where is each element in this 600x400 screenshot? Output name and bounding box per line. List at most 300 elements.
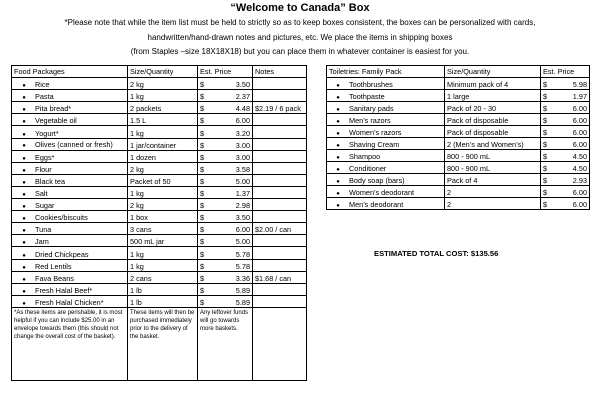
food-packages-table xyxy=(11,65,307,381)
bullet-icon: ● xyxy=(336,155,340,161)
currency-symbol: $ xyxy=(200,189,205,199)
price-value: 2.98 xyxy=(235,201,250,211)
bullet-icon: ● xyxy=(336,179,340,185)
bullet-icon: ● xyxy=(22,167,26,174)
bullet-icon: ● xyxy=(336,191,340,197)
item-name: Shaving Cream xyxy=(349,140,400,149)
item-name: Pasta xyxy=(35,92,54,102)
size-cell: 1 kg xyxy=(128,247,198,259)
table-row xyxy=(327,138,590,150)
price-cell xyxy=(541,150,590,162)
size-cell: 3 cans xyxy=(128,223,198,235)
currency-symbol: $ xyxy=(200,261,205,271)
bullet-icon: ● xyxy=(336,143,340,149)
currency-symbol: $ xyxy=(200,164,205,174)
bullet-icon: ● xyxy=(22,179,26,186)
estimated-total xyxy=(374,249,498,258)
size-cell: 1 kg xyxy=(128,90,198,102)
size-cell: 1 lb xyxy=(128,283,198,295)
price-cell xyxy=(198,223,253,235)
bullet-icon: ● xyxy=(336,83,340,89)
size-cell: 1.5 L xyxy=(128,114,198,126)
notes-cell xyxy=(253,174,307,186)
price-value: 6.00 xyxy=(572,128,587,137)
table-row xyxy=(12,271,307,283)
item-name: Toothpaste xyxy=(349,92,385,101)
bullet-icon: ● xyxy=(22,288,26,295)
price-wrap xyxy=(543,80,587,89)
item-name: Eggs* xyxy=(35,152,55,162)
size-cell: 1 large xyxy=(445,90,541,102)
table-row xyxy=(12,138,307,150)
price-cell xyxy=(198,150,253,162)
price-wrap xyxy=(200,129,250,138)
table-row xyxy=(12,90,307,102)
size-cell: 2 xyxy=(445,186,541,198)
price-value: 4.48 xyxy=(235,104,250,114)
bullet-icon: ● xyxy=(336,131,340,137)
currency-symbol: $ xyxy=(200,285,205,295)
item-name: Fresh Halal Beef* xyxy=(35,285,93,295)
item-name: Black tea xyxy=(35,176,66,186)
item-cell xyxy=(12,186,128,198)
item-name: Pita bread* xyxy=(35,104,72,114)
item-cell xyxy=(12,199,128,211)
item-name: Red Lentils xyxy=(35,261,72,271)
column-header: Est. Price xyxy=(198,66,253,78)
size-cell: 1 lb xyxy=(128,295,198,307)
table-row xyxy=(12,259,307,271)
notes-cell xyxy=(253,138,307,150)
notes-cell xyxy=(253,199,307,211)
item-name: Flour xyxy=(35,164,52,174)
bullet-icon: ● xyxy=(22,131,26,138)
price-cell xyxy=(198,102,253,114)
price-wrap xyxy=(543,128,587,137)
item-name: Cookies/biscuits xyxy=(35,213,88,223)
price-wrap xyxy=(200,298,250,307)
table-row xyxy=(12,150,307,162)
item-cell xyxy=(327,138,445,150)
item-cell xyxy=(12,114,128,126)
item-cell xyxy=(327,186,445,198)
price-cell xyxy=(198,199,253,211)
size-cell: 2 xyxy=(445,198,541,210)
currency-symbol: $ xyxy=(200,128,205,138)
intro-line: (from Staples –size 18X18X18) but you can place them in whatever container is easiest for you. xyxy=(130,47,470,56)
size-cell: 2 kg xyxy=(128,162,198,174)
footnote-cell xyxy=(253,307,307,380)
bullet-icon: ● xyxy=(22,95,26,102)
price-value: 5.00 xyxy=(235,176,250,186)
size-cell: 800 - 900 mL xyxy=(445,162,541,174)
price-cell xyxy=(198,247,253,259)
price-wrap xyxy=(543,152,587,161)
price-value: 6.00 xyxy=(572,116,587,125)
item-name: Sanitary pads xyxy=(349,104,394,113)
item-cell xyxy=(327,114,445,126)
table-header-row xyxy=(327,66,590,78)
price-wrap xyxy=(200,250,250,259)
table-row xyxy=(327,186,590,198)
price-cell xyxy=(198,138,253,150)
item-name: Fava Beans xyxy=(35,273,74,283)
footnote-cell: *As these items are perishable, it is most helpful if you can include $25.00 in an envelope towards them (this should not change the overall cost of the basket). xyxy=(12,307,128,380)
price-wrap xyxy=(543,92,587,101)
table-row xyxy=(12,126,307,138)
size-cell: Pack of disposable xyxy=(445,114,541,126)
table-header-row xyxy=(12,66,307,78)
bullet-icon: ● xyxy=(22,276,26,283)
item-name: Yogurt* xyxy=(35,128,59,138)
currency-symbol: $ xyxy=(543,128,548,137)
size-cell: 500 mL jar xyxy=(128,235,198,247)
price-wrap xyxy=(543,188,587,197)
item-cell xyxy=(12,259,128,271)
price-value: 3.58 xyxy=(235,164,250,174)
price-wrap xyxy=(200,225,250,234)
price-value: 6.00 xyxy=(572,200,587,209)
price-value: 6.00 xyxy=(572,104,587,113)
currency-symbol: $ xyxy=(543,104,548,113)
price-wrap xyxy=(200,213,250,222)
document-title: “Welcome to Canada” Box xyxy=(230,2,370,14)
item-cell xyxy=(12,90,128,102)
price-wrap xyxy=(200,286,250,295)
price-wrap xyxy=(543,116,587,125)
item-name: Women’s deodorant xyxy=(349,188,415,197)
item-cell xyxy=(12,162,128,174)
price-cell xyxy=(198,283,253,295)
currency-symbol: $ xyxy=(200,104,205,114)
item-cell xyxy=(12,235,128,247)
price-cell xyxy=(198,295,253,307)
bullet-icon: ● xyxy=(22,216,26,223)
price-cell xyxy=(198,90,253,102)
item-cell xyxy=(12,283,128,295)
item-name: Salt xyxy=(35,189,48,199)
footnote-row xyxy=(12,307,307,380)
size-cell: 1 box xyxy=(128,211,198,223)
price-wrap xyxy=(543,104,587,113)
table-row xyxy=(327,90,590,102)
notes-cell xyxy=(253,283,307,295)
price-value: 5.98 xyxy=(572,80,587,89)
size-cell: 2 (Men’s and Women’s) xyxy=(445,138,541,150)
price-wrap xyxy=(543,176,587,185)
table-row xyxy=(12,102,307,114)
table-row xyxy=(12,78,307,90)
price-wrap xyxy=(543,164,587,173)
size-cell: 2 kg xyxy=(128,199,198,211)
currency-symbol: $ xyxy=(200,213,205,223)
price-cell xyxy=(198,174,253,186)
price-value: 1.97 xyxy=(572,92,587,101)
price-value: 6.00 xyxy=(235,116,250,126)
currency-symbol: $ xyxy=(200,80,205,90)
price-cell xyxy=(198,78,253,90)
price-value: 3.50 xyxy=(235,213,250,223)
currency-symbol: $ xyxy=(543,152,548,161)
price-value: 5.89 xyxy=(235,297,250,307)
size-cell: 2 packets xyxy=(128,102,198,114)
price-cell xyxy=(541,138,590,150)
price-cell xyxy=(541,114,590,126)
size-cell: 2 cans xyxy=(128,271,198,283)
item-cell xyxy=(327,198,445,210)
item-name: Sugar xyxy=(35,201,55,211)
item-cell xyxy=(327,126,445,138)
table-row xyxy=(327,102,590,114)
price-cell xyxy=(198,186,253,198)
notes-cell xyxy=(253,126,307,138)
item-cell xyxy=(12,247,128,259)
column-header: Notes xyxy=(253,66,307,78)
item-cell xyxy=(327,90,445,102)
column-header: Toiletries: Family Pack xyxy=(327,66,445,78)
currency-symbol: $ xyxy=(200,176,205,186)
currency-symbol: $ xyxy=(543,176,548,185)
currency-symbol: $ xyxy=(200,249,205,259)
table-row xyxy=(12,199,307,211)
price-value: 3.00 xyxy=(235,140,250,150)
price-wrap xyxy=(200,80,250,89)
item-name: Shampoo xyxy=(349,152,381,161)
column-header: Size/Quantity xyxy=(128,66,198,78)
total-value: $135.56 xyxy=(470,249,499,258)
item-name: Body soap (bars) xyxy=(349,176,405,185)
price-cell xyxy=(541,162,590,174)
intro-line: handwritten/hand-drawn notes and pictures, etc. We place the items in shipping boxes xyxy=(147,32,453,42)
item-cell xyxy=(12,174,128,186)
notes-cell xyxy=(253,247,307,259)
price-wrap xyxy=(200,201,250,210)
notes-cell xyxy=(253,78,307,90)
bullet-icon: ● xyxy=(22,142,26,149)
price-wrap xyxy=(200,141,250,150)
notes-cell xyxy=(253,259,307,271)
price-cell xyxy=(541,126,590,138)
price-value: 5.89 xyxy=(235,285,250,295)
price-cell xyxy=(198,162,253,174)
notes-cell xyxy=(253,90,307,102)
size-cell: Pack of disposable xyxy=(445,126,541,138)
price-wrap xyxy=(543,200,587,209)
size-cell: 1 kg xyxy=(128,259,198,271)
size-cell: 1 kg xyxy=(128,126,198,138)
currency-symbol: $ xyxy=(543,92,548,101)
table-row xyxy=(327,150,590,162)
total-label: ESTIMATED TOTAL COST: xyxy=(374,249,469,258)
table-row xyxy=(327,78,590,90)
price-value: 2.37 xyxy=(235,92,250,102)
item-name: Women’s razors xyxy=(349,128,402,137)
item-cell xyxy=(327,174,445,186)
price-value: 3.00 xyxy=(235,152,250,162)
notes-cell xyxy=(253,295,307,307)
item-cell xyxy=(327,162,445,174)
table-row xyxy=(12,211,307,223)
item-name: Men’s razors xyxy=(349,116,391,125)
notes-cell xyxy=(253,186,307,198)
table-row xyxy=(12,114,307,126)
notes-cell xyxy=(253,162,307,174)
price-value: 6.00 xyxy=(235,225,250,235)
notes-cell xyxy=(253,150,307,162)
item-cell xyxy=(12,78,128,90)
footnote-cell: These items will then be purchased immediately prior to the delivery of the basket. xyxy=(128,307,198,380)
currency-symbol: $ xyxy=(543,188,548,197)
price-value: 2.93 xyxy=(572,176,587,185)
currency-symbol: $ xyxy=(200,273,205,283)
price-wrap xyxy=(200,262,250,271)
table-row xyxy=(12,235,307,247)
table-row xyxy=(12,223,307,235)
bullet-icon: ● xyxy=(336,203,340,209)
price-cell xyxy=(198,126,253,138)
currency-symbol: $ xyxy=(200,297,205,307)
item-name: Vegetable oil xyxy=(35,116,77,126)
size-cell: Pack of 20 - 30 xyxy=(445,102,541,114)
price-value: 6.00 xyxy=(572,188,587,197)
item-cell xyxy=(12,126,128,138)
price-value: 4.50 xyxy=(572,164,587,173)
price-wrap xyxy=(200,92,250,101)
bullet-icon: ● xyxy=(22,240,26,247)
item-cell xyxy=(12,150,128,162)
bullet-icon: ● xyxy=(22,264,26,271)
price-value: 3.36 xyxy=(235,273,250,283)
price-cell xyxy=(198,259,253,271)
item-cell xyxy=(327,150,445,162)
currency-symbol: $ xyxy=(543,200,548,209)
price-value: 5.78 xyxy=(235,249,250,259)
size-cell: 800 - 900 mL xyxy=(445,150,541,162)
size-cell: 1 jar/container xyxy=(128,138,198,150)
price-cell xyxy=(198,211,253,223)
size-cell: Minimum pack of 4 xyxy=(445,78,541,90)
price-value: 3.20 xyxy=(235,128,250,138)
item-cell xyxy=(12,223,128,235)
bullet-icon: ● xyxy=(336,95,340,101)
table-row xyxy=(12,247,307,259)
table-row xyxy=(12,295,307,307)
table-row xyxy=(12,186,307,198)
currency-symbol: $ xyxy=(200,152,205,162)
price-cell xyxy=(541,198,590,210)
item-name: Men’s deodorant xyxy=(349,200,404,209)
bullet-icon: ● xyxy=(336,167,340,173)
item-name: Rice xyxy=(35,80,50,90)
price-cell xyxy=(541,90,590,102)
table-row xyxy=(327,162,590,174)
price-wrap xyxy=(200,165,250,174)
table-row xyxy=(12,283,307,295)
bullet-icon: ● xyxy=(22,83,26,90)
column-header: Food Packages xyxy=(12,66,128,78)
table-row xyxy=(327,126,590,138)
table-row xyxy=(327,198,590,210)
intro-text xyxy=(22,16,578,60)
intro-line: *Please note that while the item list must be held to strictly so as to keep boxes consistent, the boxes can be personalized with cards, xyxy=(64,18,536,27)
table-row xyxy=(327,114,590,126)
currency-symbol: $ xyxy=(543,116,548,125)
bullet-icon: ● xyxy=(22,107,26,114)
currency-symbol: $ xyxy=(200,92,205,102)
column-header: Est. Price xyxy=(541,66,590,78)
price-cell xyxy=(541,102,590,114)
bullet-icon: ● xyxy=(22,252,26,259)
item-name: Conditioner xyxy=(349,164,387,173)
item-cell xyxy=(12,211,128,223)
item-cell xyxy=(12,271,128,283)
currency-symbol: $ xyxy=(200,237,205,247)
item-name: Toothbrushes xyxy=(349,80,393,89)
currency-symbol: $ xyxy=(200,201,205,211)
bullet-icon: ● xyxy=(336,119,340,125)
price-value: 1.37 xyxy=(235,189,250,199)
price-value: 4.50 xyxy=(572,152,587,161)
currency-symbol: $ xyxy=(543,140,548,149)
price-wrap xyxy=(200,153,250,162)
price-wrap xyxy=(200,274,250,283)
price-wrap xyxy=(200,189,250,198)
price-cell xyxy=(198,271,253,283)
size-cell: 2 kg xyxy=(128,78,198,90)
notes-cell xyxy=(253,114,307,126)
toiletries-table xyxy=(326,65,590,210)
currency-symbol: $ xyxy=(543,164,548,173)
notes-cell: $2.00 / can xyxy=(253,223,307,235)
bullet-icon: ● xyxy=(22,155,26,162)
item-name: Jam xyxy=(35,237,49,247)
bullet-icon: ● xyxy=(22,119,26,126)
footnote-cell: Any leftover funds will go towards more baskets. xyxy=(198,307,253,380)
price-value: 3.50 xyxy=(235,80,250,90)
size-cell: Pack of 4 xyxy=(445,174,541,186)
item-name: Olives (canned or fresh) xyxy=(35,139,113,149)
price-wrap xyxy=(200,177,250,186)
item-cell xyxy=(327,102,445,114)
price-cell xyxy=(541,78,590,90)
currency-symbol: $ xyxy=(200,140,205,150)
price-wrap xyxy=(200,104,250,113)
notes-cell xyxy=(253,235,307,247)
price-cell xyxy=(541,186,590,198)
notes-cell: $1.68 / can xyxy=(253,271,307,283)
table-row xyxy=(327,174,590,186)
price-value: 6.00 xyxy=(572,140,587,149)
price-wrap xyxy=(200,237,250,246)
price-wrap xyxy=(543,140,587,149)
currency-symbol: $ xyxy=(200,116,205,126)
price-cell xyxy=(198,235,253,247)
item-cell xyxy=(12,102,128,114)
bullet-icon: ● xyxy=(22,192,26,199)
bullet-icon: ● xyxy=(22,204,26,211)
bullet-icon: ● xyxy=(22,300,26,307)
bullet-icon: ● xyxy=(336,107,340,113)
table-row xyxy=(12,162,307,174)
bullet-icon: ● xyxy=(22,228,26,235)
column-header: Size/Quantity xyxy=(445,66,541,78)
price-cell xyxy=(198,114,253,126)
item-cell xyxy=(12,295,128,307)
table-row xyxy=(12,174,307,186)
item-cell xyxy=(327,78,445,90)
currency-symbol: $ xyxy=(543,80,548,89)
price-value: 5.00 xyxy=(235,237,250,247)
